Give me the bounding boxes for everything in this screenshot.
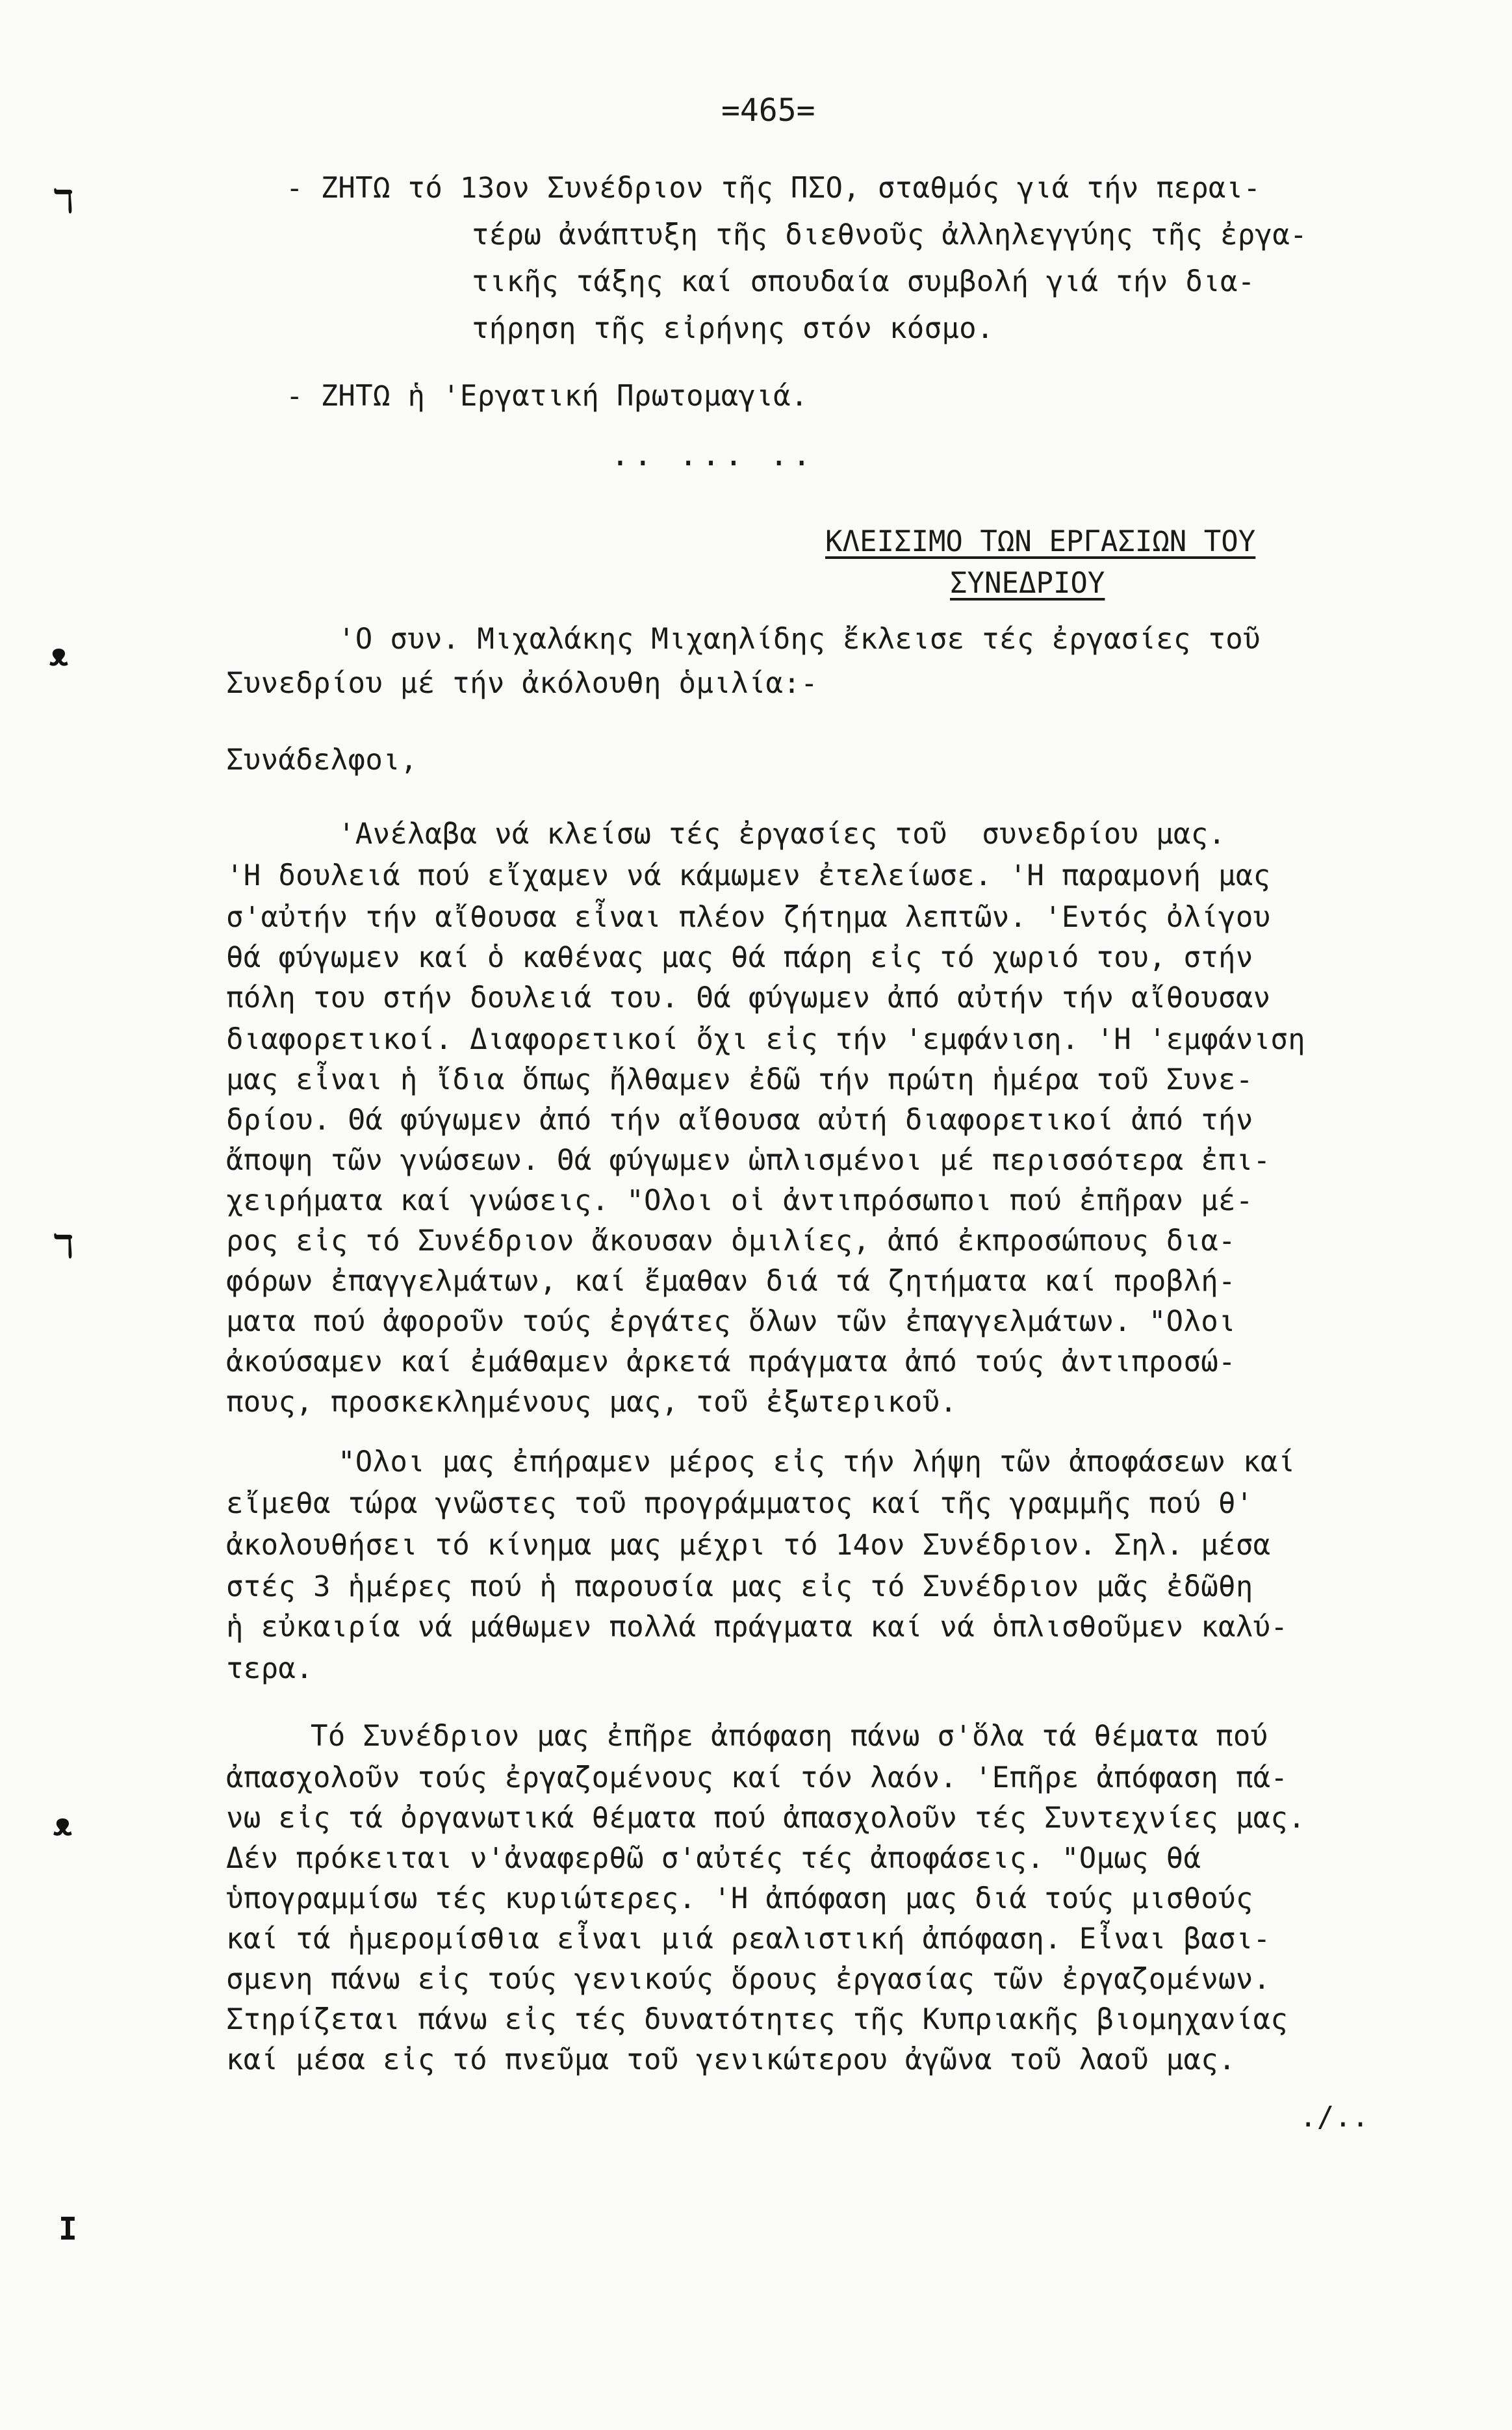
p1-line-4: θά φύγωμεν καί ὁ καθένας μας θά πάρη εἰς τό χωριό του, στήν [226, 941, 1253, 974]
p2-line-5: ἡ εὐκαιρία νά μάθωμεν πολλά πράγματα καί νά ὁπλισθοῦμεν καλύ- [226, 1610, 1288, 1644]
p3-line-6: καί τά ἡμερομίσθια εἶναι μιά ρεαλιστική ἀπόφαση. Εἶναι βασι- [226, 1922, 1271, 1956]
margin-mark: ℸ [53, 183, 73, 220]
p3-line-3: νω εἰς τά ὀργανωτικά θέματα πού ἀπασχολοῦν τές Συντεχνίες μας. [226, 1802, 1305, 1835]
separator-dots: .. ... .. [611, 437, 815, 473]
margin-mark: ᴥ [49, 637, 68, 673]
p1-line-5: πόλη του στήν δουλειά του. Θά φύγωμεν ἀπό αὐτήν τήν αἴθουσαν [226, 981, 1271, 1015]
page-number: =465= [721, 92, 815, 129]
p1-line-2: 'Η δουλειά πού εἴχαμεν νά κάμωμεν ἐτελείωσε. 'Η παραμονή μας [226, 859, 1271, 892]
zito-line-1: - ΖΗΤΩ τό 13ον Συνέδριον τῆς ΠΣΟ, σταθμός γιά τήν περαι- [286, 172, 1261, 205]
p1-line-10: χειρήματα καί γνώσεις. "Ολοι οἱ ἀντιπρόσωποι πού ἐπῆραν μέ- [226, 1184, 1253, 1217]
p1-line-3: σ'αὐτήν τήν αἴθουσα εἶναι πλέον ζήτημα λεπτῶν. 'Εντός ὀλίγου [226, 901, 1271, 934]
p1-line-13: ματα πού ἀφοροῦν τούς ἐργάτες ὅλων τῶν ἐπαγγελμάτων. "Ολοι [226, 1305, 1236, 1338]
p1-line-9: ἄποψη τῶν γνώσεων. Θά φύγωμεν ὡπλισμένοι μέ περισσότερα ἐπι- [226, 1144, 1271, 1177]
p2-line-6: τερα. [226, 1652, 313, 1685]
section-heading-line-1: ΚΛΕΙΣΙΜΟ ΤΩΝ ΕΡΓΑΣΙΩΝ ΤΟΥ [825, 525, 1256, 558]
p2-line-4: στές 3 ἡμέρες πού ἡ παρουσία μας εἰς τό Συνέδριον μᾶς ἐδῶθη [226, 1570, 1253, 1603]
p1-line-8: δρίου. Θά φύγωμεν ἀπό τήν αἴθουσα αὐτή διαφορετικοί ἀπό τήν [226, 1104, 1253, 1137]
margin-mark: ᴥ [53, 1807, 72, 1843]
p3-line-2: ἀπασχολοῦν τούς ἐργαζομένους καί τόν λαόν. 'Επῆρε ἀπόφαση πά- [226, 1761, 1288, 1794]
continuation-mark: ./.. [1300, 2100, 1370, 2134]
p1-line-1: 'Ανέλαβα νά κλείσω τές ἐργασίες τοῦ συνεδρίου μας. [338, 818, 1226, 851]
p1-line-6: διαφορετικοί. Διαφορετικοί ὄχι εἰς τήν 'εμφάνιση. 'Η 'εμφάνιση [226, 1023, 1305, 1056]
section-heading-line-2: ΣΥΝΕΔΡΙΟΥ [950, 567, 1105, 600]
p2-line-2: εἴμεθα τώρα γνῶστες τοῦ προγράμματος καί τῆς γραμμῆς πού θ' [226, 1487, 1253, 1520]
p3-line-5: ὑπογραμμίσω τές κυριώτερες. 'Η ἀπόφαση μας διά τούς μισθούς [226, 1882, 1253, 1915]
zito-line-2: τέρω ἀνάπτυξη τῆς διεθνοῦς ἀλληλεγγύης τῆς ἐργα- [472, 218, 1307, 252]
p3-line-4: Δέν πρόκειται ν'ἀναφερθῶ σ'αὐτές τές ἀποφάσεις. "Ομως θά [226, 1842, 1201, 1875]
intro-line-2: Συνεδρίου μέ τήν ἀκόλουθη ὁμιλία:- [226, 667, 818, 700]
margin-mark: ℸ [53, 1228, 73, 1265]
p1-line-14: ἀκούσαμεν καί ἐμάθαμεν ἀρκετά πράγματα ἀπό τούς ἀντιπροσώ- [226, 1345, 1236, 1378]
p2-line-1: "Ολοι μας ἐπήραμεν μέρος εἰς τήν λήψη τῶν ἀποφάσεων καί [338, 1445, 1296, 1479]
p1-line-11: ρος εἰς τό Συνέδριον ἄκουσαν ὁμιλίες, ἀπό ἐκπροσώπους δια- [226, 1224, 1236, 1258]
p2-line-3: ἀκολουθήσει τό κίνημα μας μέχρι τό 14ον Συνέδριον. Σηλ. μέσα [226, 1529, 1271, 1562]
p3-line-1: Τό Συνέδριον μας ἐπῆρε ἀπόφαση πάνω σ'ὅλα τά θέματα πού [311, 1720, 1268, 1753]
p1-line-12: φόρων ἐπαγγελμάτων, καί ἔμαθαν διά τά ζητήματα καί προβλή- [226, 1265, 1236, 1298]
zito-line-4: τήρηση τῆς εἰρήνης στόν κόσμο. [472, 312, 994, 345]
p1-line-7: μας εἶναι ἡ ἴδια ὅπως ἤλθαμεν ἐδῶ τήν πρώτη ἡμέρα τοῦ Συνε- [226, 1063, 1253, 1096]
p3-line-9: καί μέσα εἰς τό πνεῦμα τοῦ γενικώτερου ἀγῶνα τοῦ λαοῦ μας. [226, 2043, 1236, 2076]
p3-line-8: Στηρίζεται πάνω εἰς τές δυνατότητες τῆς Κυπριακῆς βιομηχανίας [226, 2003, 1288, 2036]
intro-line-1: 'Ο συν. Μιχαλάκης Μιχαηλίδης ἔκλεισε τές ἐργασίες τοῦ [338, 623, 1261, 656]
zito-line-5: - ΖΗΤΩ ἡ 'Εργατική Πρωτομαγιά. [286, 380, 808, 413]
p3-line-7: σμενη πάνω εἰς τούς γενικούς ὅρους ἐργασίας τῶν ἐργαζομένων. [226, 1963, 1271, 1996]
margin-mark: I [58, 2211, 77, 2247]
salutation: Συνάδελφοι, [226, 743, 418, 777]
p1-line-15: πους, προσκεκλημένους μας, τοῦ ἐξωτερικοῦ. [226, 1386, 958, 1419]
zito-line-3: τικῆς τάξης καί σπουδαία συμβολή γιά τήν δια- [472, 265, 1255, 298]
